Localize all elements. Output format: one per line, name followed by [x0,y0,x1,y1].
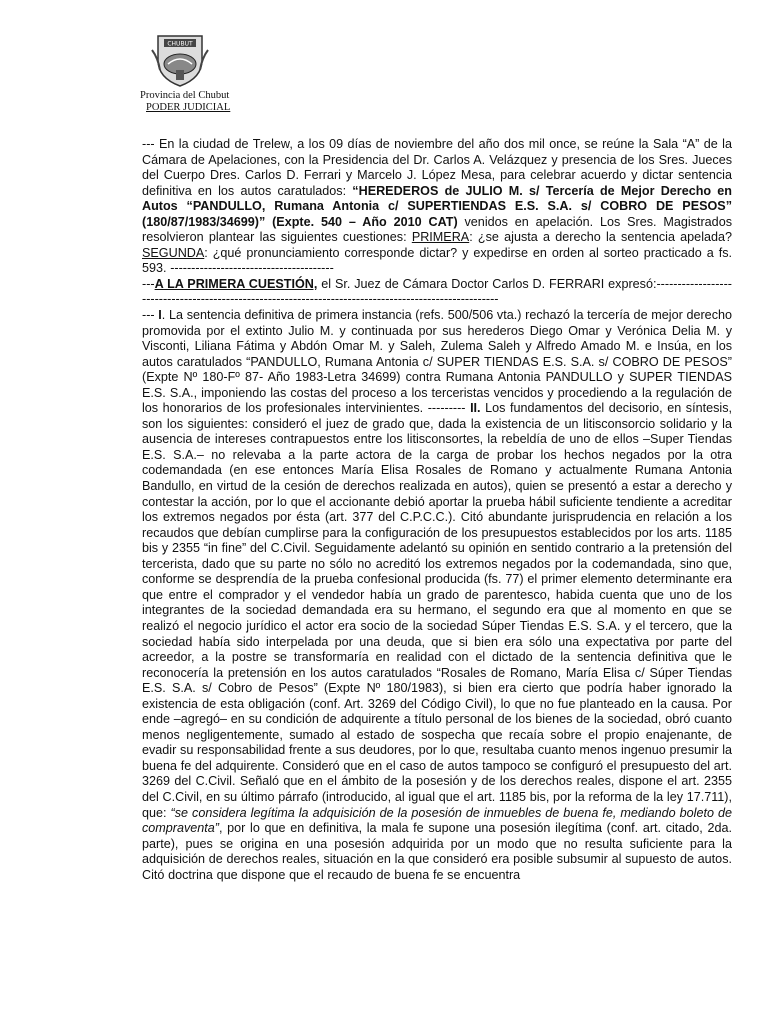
case-title: “HEREDEROS de JULIO M. s/ Tercería de Mejor Derecho en Autos “PANDULLO, Rumana Antonia c/ SUPERTIENDAS E.S. S.A. s/ COBRO DE PESOS” (180/87/1983/34699)” (Expte. 540 – Año 2010 CAT) [142,183,732,229]
text-segment: Los fundamentos del decisorio, en síntesis, son los siguientes: consideró el juez de grado que, dada la existencia de un litisconsorcio solidario y la ausencia de intereses contrapuestos entre los litisconsortes, la rebeldía de uno de ellos –Super Tiendas E.S. S.A.– no relevaba a la parte actora de la carga de probar los hechos negados por la otra codemandada (en ese entonces María Elisa Rosales de Romano y actualmente Rumana Antonia Bandullo, en virtud de la cesión de derechos realizada en autos), quien se presentó a estar a derecho y contestar la acción, por lo que el accionante debió aportar la prueba hábil suficiente tendiente a acreditar los extremos negados por ésta (art. 377 del C.P.C.C.). Citó abundante jurisprudencia en relación a los recaudos que debían cumplirse para la configuración de los presupuestos establecidos por los arts. 1185 bis y 2355 “in fine” del C.Civil. Seguidamente adelantó su opinión en sentido contrario a la pretensión del tercerista, dado que su parte no sólo no acreditó los extremos negados por la codemandada, sino que, conforme se desprendía de la prueba confesional producida (fs. 77) el primer elemento determinante era que entre el comprador y el vendedor había un grado de parentesco, habida cuenta que uno de los integrantes de la sociedad demandada era su hermano, el segundo era que al momento en que se realizó el negocio jurídico el actor era socio de la sociedad Súper Tiendas E.S. S.A. y el tercero, que la sociedad había sido interpelada por una deuda, que si bien era sólo una expectativa por parte del acreedor, a la postre se transformaría en realidad con el dictado de la sentencia definitiva que le reconocería la pretensión en los autos caratulados “Rosales de Romano, María Elisa c/ Súper Tiendas E.S. S.A. s/ Cobro de Pesos” (Expte Nº 180/1983), si bien era cierto que podría haber ignorado la existencia de esta obligación (conf. Art. 3269 del Código Civil), lo que no fue planteado en la causa. Por ende –agregó– en su condición de adquirente a título personal de los bienes de la sociedad, obró cuanto menos negligentemente, sumado al estado de sospecha que recaía sobre el propio enajenante, de evadir su responsabilidad frente a sus deudores, por lo que, resultaba cuanto menos ingenuo presumir la buena fe del adquirente. Consideró que en el caso de autos tampoco se configuró el presupuesto del art. 3269 del C.Civil. Señaló que en el ámbito de la posesión y de los derechos reales, dispone el art. 2355 del C.Civil, en su último párrafo (introducido, al igual que el art. 1185 bis, por la reforma de la ley 17.711), que: [142,401,733,820]
text-segment: --- En la ciudad de Trelew, a los 09 días de noviembre del año dos mil once, se reúne la Sala “A” de la Cámara de Apelaciones, con la Presidencia del Dr. Carlos A. Velázquez y presencia de los Sres. Jueces del Cuerpo Dres. Carlos D. Ferrari y Marcelo J. López Mesa, para celebrar acuerdo y dictar sentencia definitiva en los autos caratulados: [142,137,732,198]
first-question-heading: A LA PRIMERA CUESTIÓN, [154,276,318,291]
judicial-power-label: PODER JUDICIAL [146,102,231,113]
paragraph-first-question [142,277,732,308]
text-segment: venidos en apelación. Los Sres. Magistrados resolvieron plantear las siguientes cuestiones: [142,214,732,245]
text-segment: : ¿se ajusta a derecho la sentencia apelada? [469,230,733,245]
province-name: Provincia del Chubut [140,90,230,101]
text-segment: . La sentencia definitiva de primera instancia (refs. 500/506 vta.) rechazó la tercería de mejor derecho promovida por el extinto Julio M. y continuada por sus herederos Diego Omar y Verónica Delia M. y Visconti, Liliana Fátima y Abdón Omar M. y Saleh, Zulema Saleh y Alfredo Amado M. e Insúa, en los autos caratulados “PANDULLO, Rumana Antonia c/ SUPER TIENDAS E.S. S.A. s/ COBRO DE PESOS” (Expte Nº 180-Fº 87- Año 1983-Letra 34699) contra Rumana Antonia PANDULLO y SUPER TIENDAS E.S. S.A., imponiendo las costas del proceso a los terceristas vencidos y procediendo a la regulación de los honorarios de los profesionales intervinientes. --------- [142,308,732,416]
paragraph-opening [142,137,732,277]
text-segment: --- [142,308,159,323]
primera-label: PRIMERA [411,230,470,245]
letterhead [140,30,260,114]
paragraph-reasoning [142,308,732,883]
text-segment: : ¿qué pronunciamiento corresponde dictar? y expedirse en orden al sorteo practicado a fs. 593. --------------------------------------- [142,245,732,276]
text-segment: --- [142,276,155,291]
segunda-label: SEGUNDA [142,245,205,260]
section-number-ii: II. [470,401,481,416]
legal-quote: “se considera legítima la adquisición de la posesión de inmuebles de buena fe, mediando boleto de compraventa” [142,805,732,836]
section-number-i: I [158,308,162,323]
document-body [142,137,732,883]
text-segment: , por lo que en definitiva, la mala fe supone una posesión ilegítima (conf. art. citado, 2da. parte), pues se origina en una posesión adquirida por un modo que no resulta suficiente para la adquisición de derechos reales, situación en la que consideró era posible subsumir al supuesto de autos. Citó doctrina que dispone que el recaudo de buena fe se encuentra [142,821,732,882]
text-segment: el Sr. Juez de Cámara Doctor Carlos D. FERRARI expresó:------------------------------------------------------------------------------------------------------- [142,276,732,307]
province-seal-icon [150,30,210,88]
seal-label: CHUBUT [167,40,193,48]
